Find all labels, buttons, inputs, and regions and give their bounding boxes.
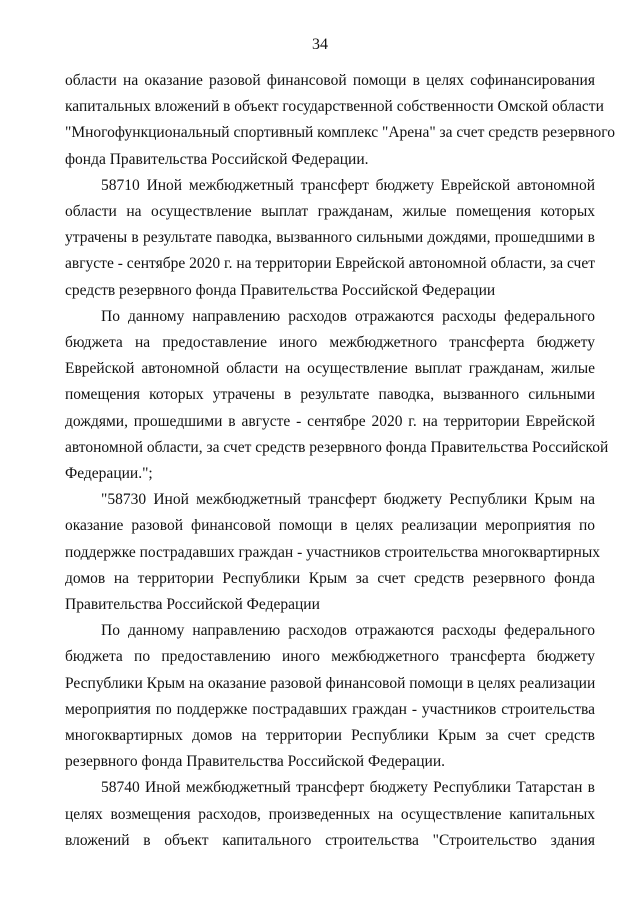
text-line: автономной области, за счет средств резервного фонда Правительства Российской [65, 438, 609, 456]
text-line: бюджета по предоставлению иного межбюджетного трансферта бюджету [65, 648, 595, 666]
text-line: капитальных вложений в объект государственной собственности Омской области [65, 98, 604, 116]
text-line: бюджета на предоставление иного межбюджетного трансферта бюджету [65, 334, 595, 352]
document-body [65, 68, 615, 854]
text-line: вложений в объект капитального строительства "Строительство здания [65, 831, 595, 849]
paragraph-58740 [65, 775, 595, 854]
paragraph-58710 [65, 173, 595, 304]
text-line: целях возмещения расходов, произведенных на осуществление капитальных [65, 805, 595, 823]
text-line: поддержке пострадавших граждан - участников строительства многоквартирных [65, 543, 601, 561]
text-line: По данному направлению расходов отражаются расходы федерального [101, 622, 595, 640]
text-line: Еврейской автономной области на осуществление выплат гражданам, жилые [65, 360, 595, 378]
paragraph-58710-description [65, 304, 609, 487]
text-line: 58710 Иной межбюджетный трансферт бюджету Еврейской автономной [101, 176, 595, 194]
paragraph-continuation [65, 68, 615, 173]
text-line: домов на территории Республики Крым за счет средств резервного фонда [65, 569, 595, 587]
text-line: средств резервного фонда Правительства Российской Федерации [65, 281, 496, 299]
text-line: "Многофункциональный спортивный комплекс "Арена" за счет средств резервного [65, 124, 615, 142]
text-line: помещения которых утрачены в результате паводка, вызванного сильными [65, 386, 595, 404]
text-line: По данному направлению расходов отражаются расходы федерального [101, 307, 595, 325]
text-line: Правительства Российской Федерации [65, 596, 320, 614]
text-line: многоквартирных домов на территории Республики Крым за счет средств [65, 727, 595, 745]
text-line: оказание разовой финансовой помощи в целях реализации мероприятия по [65, 517, 595, 535]
text-line: Республики Крым на оказание разовой финансовой помощи в целях реализации [65, 674, 596, 692]
text-line: области на осуществление выплат гражданам, жилые помещения которых [65, 203, 595, 221]
text-line: Федерации."; [65, 465, 153, 483]
page-number: 34 [312, 36, 328, 53]
text-line: дождями, прошедшими в августе - сентябре 2020 г. на территории Еврейской [65, 412, 595, 430]
text-line: августе - сентябре 2020 г. на территории Еврейской автономной области, за счет [65, 255, 595, 273]
text-line: области на оказание разовой финансовой помощи в целях софинансирования [65, 72, 595, 89]
paragraph-58730-description [65, 618, 595, 775]
text-line: утрачены в результате паводка, вызванного сильными дождями, прошедшими в [65, 229, 595, 247]
paragraph-58730 [65, 487, 601, 618]
text-line: 58740 Иной межбюджетный трансферт бюджету Республики Татарстан в [101, 779, 595, 797]
text-line: "58730 Иной межбюджетный трансферт бюджету Республики Крым на [101, 491, 595, 509]
text-line: резервного фонда Правительства Российской Федерации. [65, 753, 446, 771]
text-line: мероприятия по поддержке пострадавших граждан - участников строительства [65, 700, 595, 718]
text-line: фонда Правительства Российской Федерации. [65, 150, 369, 168]
